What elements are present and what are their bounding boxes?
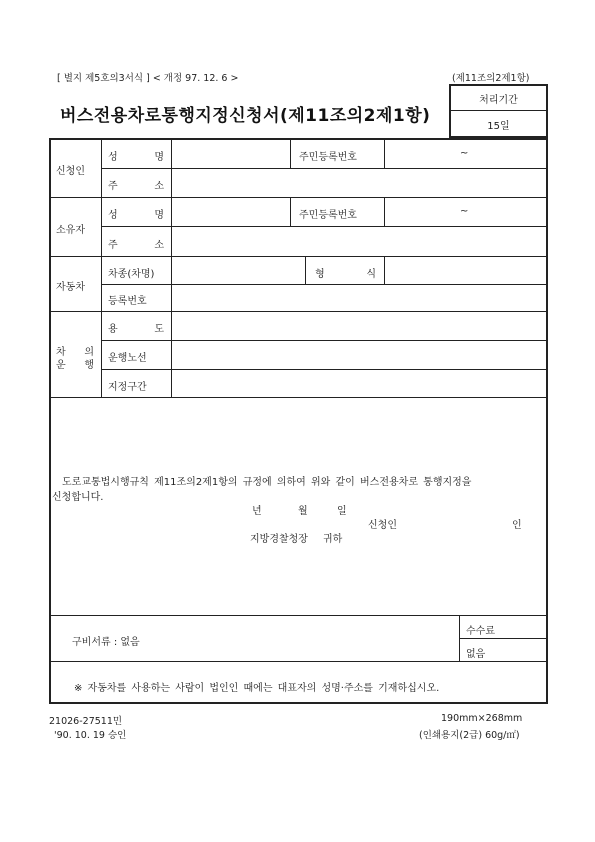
vehicle-type-label: 차종(차명) (108, 269, 155, 280)
fee-label: 수수료 (466, 626, 495, 637)
vehicle-section-label: 자동차 (56, 282, 85, 293)
vehicle-model-label: 형 식 (315, 269, 376, 280)
approval-date: '90. 10. 19 승인 (54, 730, 127, 741)
note-text: ※ 자동차를 사용하는 사람이 법인인 때에는 대표자의 성명·주소를 기재하십시오. (74, 683, 440, 694)
operation-use-field[interactable] (172, 313, 545, 339)
operation-route-field[interactable] (172, 342, 545, 368)
applicant-resident-no-separator: ~ (460, 148, 469, 159)
operation-section-range-field[interactable] (172, 371, 545, 396)
signature-applicant-label: 신청인 (368, 520, 397, 531)
fee-value: 없음 (466, 649, 486, 660)
processing-period-value: 15일 (487, 121, 510, 132)
applicant-resident-no-label: 주민등록번호 (299, 152, 357, 163)
owner-name-field[interactable] (172, 199, 289, 225)
recipient-label: 지방경찰청장 (250, 534, 308, 545)
date-month-label: 월 (298, 506, 308, 517)
vehicle-type-field[interactable] (172, 258, 304, 283)
applicant-address-field[interactable] (172, 170, 545, 196)
operation-section-label-1: 차 의 (56, 347, 94, 358)
statement-line-1: 도로교통법시행규칙 제11조의2제1항의 규정에 의하여 위와 같이 버스전용차로 통행지정을 (62, 477, 472, 488)
vehicle-model-field[interactable] (385, 258, 545, 283)
owner-resident-no-label: 주민등록번호 (299, 210, 357, 221)
owner-section-label: 소유자 (56, 225, 85, 236)
document-title: 버스전용차로통행지정신청서(제11조의2제1항) (60, 106, 431, 126)
vehicle-reg-no-label: 등록번호 (108, 296, 147, 307)
date-day-label: 일 (337, 506, 347, 517)
owner-resident-no-separator: ~ (460, 206, 469, 217)
paper-size: 190mm×268mm (441, 713, 523, 724)
operation-section-label-2: 운 행 (56, 360, 94, 371)
form-code: 21026-27511민 (49, 716, 123, 727)
recipient-honorific: 귀하 (323, 534, 343, 545)
required-documents-label: 구비서류 : 없음 (72, 637, 140, 648)
operation-section-range-label: 지정구간 (108, 382, 147, 393)
operation-route-label: 운행노선 (108, 353, 147, 364)
owner-name-label: 성 명 (108, 210, 164, 221)
article-reference: (제11조의2제1항) (452, 73, 530, 84)
applicant-name-field[interactable] (172, 141, 289, 167)
applicant-resident-no-field[interactable] (385, 141, 545, 167)
applicant-address-label: 주 소 (108, 181, 164, 192)
applicant-section-label: 신청인 (56, 166, 85, 177)
date-year-label: 년 (252, 506, 262, 517)
owner-address-field[interactable] (172, 228, 545, 255)
seal-label: 인 (512, 520, 522, 531)
statement-line-2: 신청합니다. (52, 492, 104, 503)
owner-address-label: 주 소 (108, 240, 164, 251)
applicant-name-label: 성 명 (108, 152, 164, 163)
owner-resident-no-field[interactable] (385, 199, 545, 225)
form-reference: [ 별지 제5호의3서식 ] < 개정 97. 12. 6 > (57, 73, 239, 84)
operation-use-label: 용 도 (108, 324, 164, 335)
processing-period-label: 처리기간 (479, 95, 518, 106)
vehicle-reg-no-field[interactable] (172, 286, 545, 310)
paper-spec: (인쇄용지(2급) 60g/㎡) (419, 730, 520, 741)
